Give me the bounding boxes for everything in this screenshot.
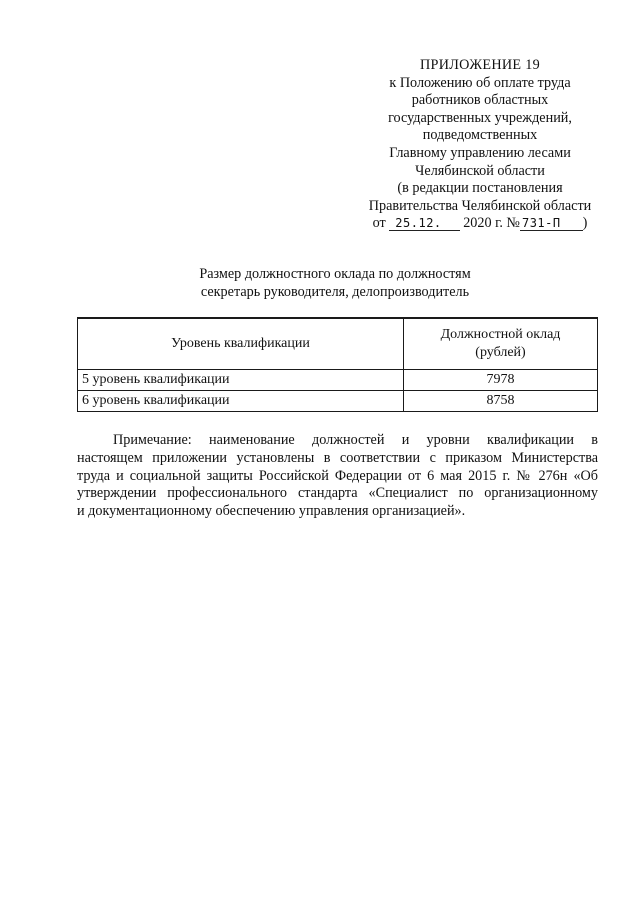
appendix-block [330,57,630,233]
note-line: Примечание: наименование должностей и уровни квалификации в [113,432,598,448]
close-paren: ) [582,215,588,232]
heading-line-2: секретарь руководителя, делопроизводитель [200,284,470,300]
appendix-title: ПРИЛОЖЕНИЕ 19 [419,57,541,73]
qualification-level-cell: 5 уровень квалификации [78,370,404,391]
appendix-line: (в редакции постановления [397,180,563,197]
appendix-line: Главному управлению лесами [389,144,571,161]
salary-table [77,318,598,412]
note-line: труда и социальной защиты Российской Федерации от 6 мая 2015 г. № 276н «Об [77,467,598,484]
year-text: 2020 г. № [463,215,520,232]
header-salary-line-2: (рублей) [475,345,526,360]
appendix-line: Правительства Челябинской области [368,197,592,214]
table-header-row [78,319,598,370]
resolution-date-line [330,215,630,233]
appendix-line: работников областных [411,92,549,109]
handwritten-date: 25.12. [389,216,459,231]
note-line: утверждении профессионального стандарта «Специалист по организационному [77,485,598,502]
appendix-line: Челябинской области [415,162,545,179]
note-line: и документационному обеспечению управления организацией». [77,503,466,520]
table-row [78,391,598,412]
appendix-line: к Положению об оплате труда [389,74,571,91]
header-qualification-level: Уровень квалификации [78,319,404,370]
appendix-line: государственных учреждений, [388,109,572,126]
date-prefix: от [372,215,386,232]
note-line: настоящем приложении установлены в соответствии с приказом Министерства [77,449,598,466]
qualification-level-cell: 6 уровень квалификации [78,391,404,412]
note-paragraph [77,432,598,521]
heading-line-1: Размер должностного оклада по должностям [199,266,471,282]
header-salary [404,319,598,370]
header-salary-line-1: Должностной оклад [440,327,561,342]
salary-cell: 8758 [404,391,598,412]
document-heading [140,265,530,301]
table-row [78,370,598,391]
handwritten-number: 731-П [520,216,583,231]
appendix-line: подведомственных [422,127,538,144]
salary-cell: 7978 [404,370,598,391]
